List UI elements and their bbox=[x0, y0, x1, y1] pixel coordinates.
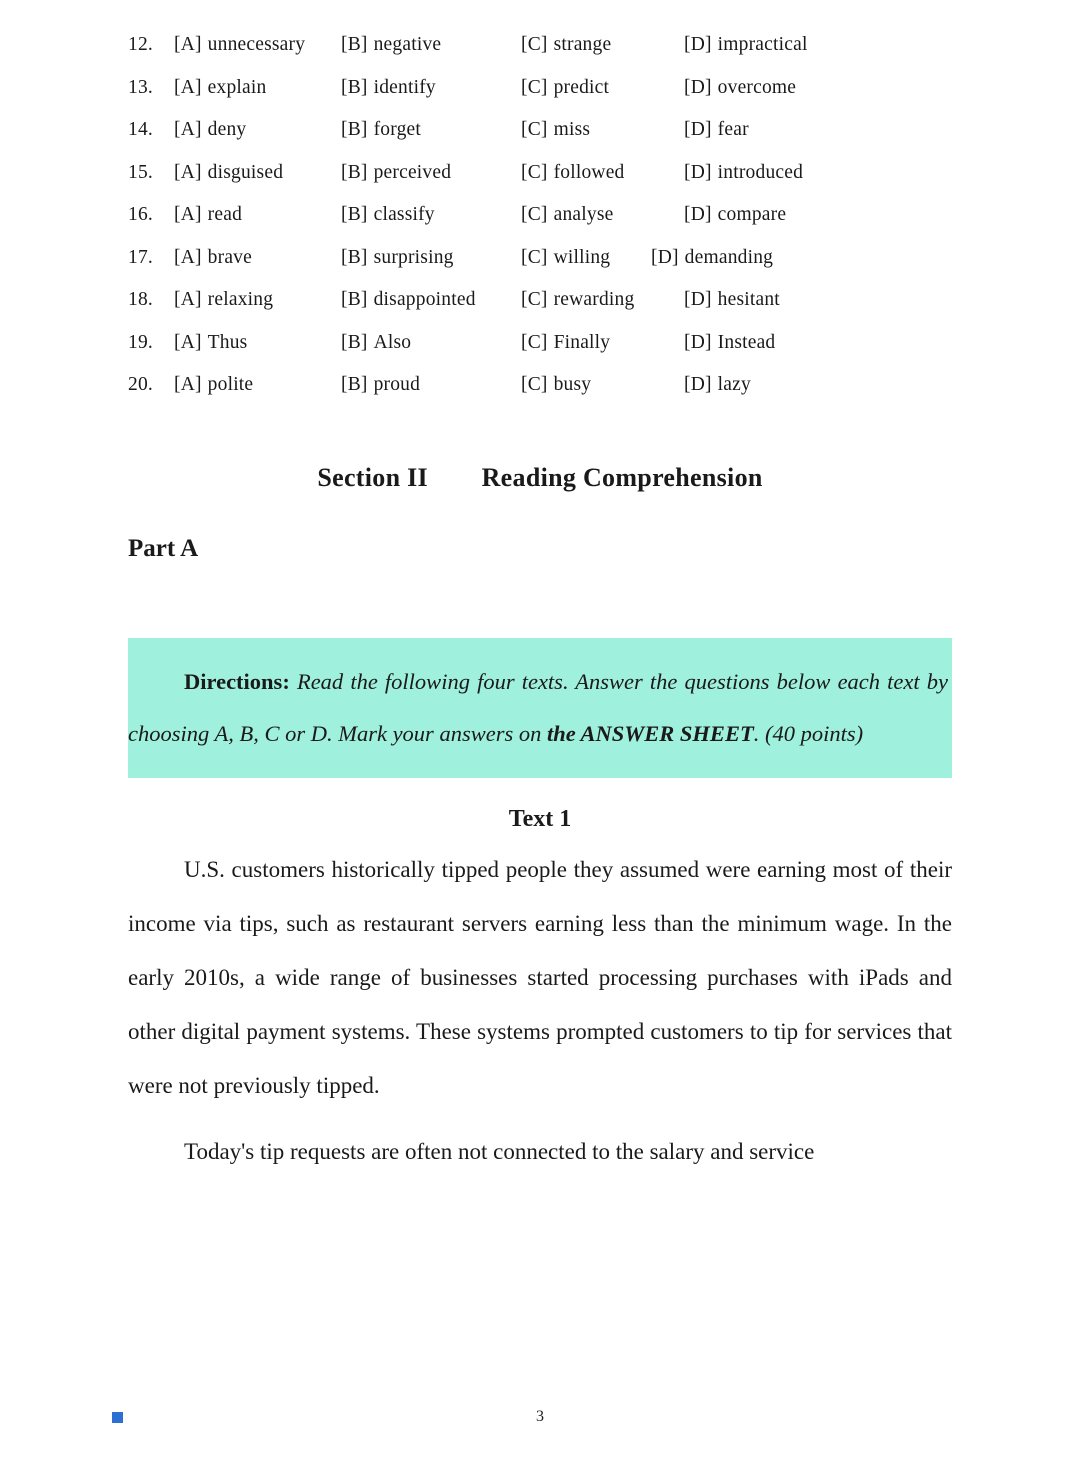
option-d-text: lazy bbox=[717, 374, 751, 395]
question-number: 16. bbox=[128, 204, 153, 225]
option-a bbox=[174, 34, 341, 56]
option-a bbox=[174, 204, 341, 226]
option-b-label: [B] bbox=[341, 246, 368, 268]
part-heading: Part A bbox=[128, 534, 199, 562]
option-d-label: [D] bbox=[684, 119, 712, 140]
option-c-text: busy bbox=[553, 374, 592, 395]
option-c-label: [C] bbox=[521, 331, 548, 353]
option-b-label: [B] bbox=[341, 331, 368, 353]
question-number: 12. bbox=[128, 34, 153, 55]
option-b bbox=[341, 247, 521, 269]
option-d bbox=[684, 119, 749, 141]
option-a bbox=[174, 289, 341, 311]
option-a-label: [A] bbox=[174, 289, 202, 310]
table-row bbox=[128, 247, 952, 290]
option-b-label: [B] bbox=[341, 76, 368, 98]
option-a-label: [A] bbox=[174, 204, 202, 225]
option-b-label: [B] bbox=[341, 34, 368, 55]
option-d-text: Instead bbox=[717, 331, 776, 353]
option-a-label: [A] bbox=[174, 331, 202, 353]
option-c bbox=[521, 77, 684, 99]
option-a-label: [A] bbox=[174, 119, 202, 140]
option-d-label: [D] bbox=[684, 34, 712, 55]
option-c bbox=[521, 247, 651, 269]
option-d-label: [D] bbox=[684, 204, 712, 225]
option-b-text: disappointed bbox=[373, 289, 476, 310]
option-b bbox=[341, 374, 521, 396]
table-row bbox=[128, 162, 952, 205]
page-number: 3 bbox=[536, 1408, 544, 1425]
option-d bbox=[684, 34, 808, 56]
question-number: 15. bbox=[128, 161, 153, 183]
option-c bbox=[521, 289, 684, 311]
option-b-label: [B] bbox=[341, 119, 368, 140]
question-number: 19. bbox=[128, 331, 153, 353]
option-c-label: [C] bbox=[521, 374, 548, 395]
option-d bbox=[684, 289, 780, 311]
option-b-text: proud bbox=[373, 374, 421, 395]
directions-block bbox=[128, 638, 952, 778]
option-d-label: [D] bbox=[684, 76, 712, 98]
option-b bbox=[341, 77, 521, 99]
section-title: Reading Comprehension bbox=[481, 462, 763, 492]
option-b bbox=[341, 162, 521, 184]
option-b bbox=[341, 119, 521, 141]
option-a bbox=[174, 247, 341, 269]
directions-line2: each text by choosing A, B, C or D. Mark your answers on bbox=[128, 668, 949, 746]
option-b-label: [B] bbox=[341, 374, 368, 395]
option-d bbox=[684, 162, 803, 184]
option-c bbox=[521, 204, 684, 226]
section-number: Section II bbox=[317, 462, 428, 492]
option-d bbox=[651, 247, 773, 269]
table-row bbox=[128, 77, 952, 120]
directions-sheet-emphasis: SHEET bbox=[679, 720, 754, 746]
option-c-text: predict bbox=[553, 76, 610, 98]
option-c bbox=[521, 119, 684, 141]
paragraph-body: U.S. customers historically tipped people they assumed were earning most of their income via tips, such as restaurant servers earning less than the minimum wage. In the early 2010s, a wide range of businesses started processing purchases with iPads and other digital payment systems. These systems prompted customers to tip for services that were not previously tipped. bbox=[128, 856, 952, 1098]
option-c bbox=[521, 374, 684, 396]
option-c bbox=[521, 34, 684, 56]
option-d-label: [D] bbox=[684, 161, 712, 183]
text1-title: Text 1 bbox=[508, 805, 572, 832]
paragraph-body: Today's tip requests are often not connected to the salary and service bbox=[184, 1138, 815, 1164]
table-row bbox=[128, 289, 952, 332]
option-c-text: willing bbox=[553, 246, 611, 268]
section-heading bbox=[128, 463, 952, 493]
option-b bbox=[341, 204, 521, 226]
directions-points: . (40 points) bbox=[753, 720, 864, 746]
option-d bbox=[684, 204, 786, 226]
option-c-text: rewarding bbox=[553, 289, 635, 310]
option-a-label: [A] bbox=[174, 34, 202, 55]
table-row bbox=[128, 332, 952, 375]
option-a-text: relaxing bbox=[207, 289, 274, 310]
option-d-text: overcome bbox=[717, 76, 797, 98]
option-a bbox=[174, 374, 341, 396]
option-c-label: [C] bbox=[521, 161, 548, 183]
option-a bbox=[174, 77, 341, 99]
question-number: 20. bbox=[128, 374, 153, 395]
option-d-text: compare bbox=[717, 204, 787, 225]
directions-line1: Read the following four texts. Answer the questions below bbox=[296, 668, 831, 694]
option-d-text: fear bbox=[717, 119, 749, 140]
option-c-text: followed bbox=[553, 161, 625, 183]
option-c-text: miss bbox=[553, 119, 591, 140]
question-number: 18. bbox=[128, 289, 153, 310]
directions-answer-sheet-emphasis: the ANSWER bbox=[546, 720, 675, 746]
option-d-label: [D] bbox=[684, 374, 712, 395]
option-b-label: [B] bbox=[341, 204, 368, 225]
option-c-text: Finally bbox=[553, 331, 611, 353]
option-c-label: [C] bbox=[521, 204, 548, 225]
option-a-text: explain bbox=[207, 76, 267, 98]
option-a-label: [A] bbox=[174, 374, 202, 395]
option-c-text: strange bbox=[553, 34, 612, 55]
option-a-label: [A] bbox=[174, 246, 202, 268]
option-b bbox=[341, 332, 521, 354]
option-d bbox=[684, 77, 796, 99]
option-a-text: disguised bbox=[207, 161, 284, 183]
option-d-text: introduced bbox=[717, 161, 804, 183]
option-c-label: [C] bbox=[521, 34, 548, 55]
option-b bbox=[341, 289, 521, 311]
option-b-text: surprising bbox=[373, 246, 454, 268]
option-c-label: [C] bbox=[521, 289, 548, 310]
option-d-text: impractical bbox=[717, 34, 808, 55]
option-c-text: analyse bbox=[553, 204, 614, 225]
table-row bbox=[128, 119, 952, 162]
option-a-text: unnecessary bbox=[207, 34, 306, 55]
option-a-label: [A] bbox=[174, 161, 202, 183]
option-d-label: [D] bbox=[684, 289, 712, 310]
option-c-label: [C] bbox=[521, 246, 548, 268]
option-b-text: classify bbox=[373, 204, 435, 225]
option-d bbox=[684, 332, 775, 354]
option-d-text: hesitant bbox=[717, 289, 780, 310]
option-a-text: deny bbox=[207, 119, 247, 140]
option-c-label: [C] bbox=[521, 119, 548, 140]
option-d-label: [D] bbox=[684, 331, 712, 353]
directions-label: Directions: bbox=[184, 668, 290, 694]
option-d-text: demanding bbox=[684, 246, 774, 268]
option-d bbox=[684, 374, 751, 396]
question-number: 17. bbox=[128, 246, 153, 268]
option-a bbox=[174, 332, 341, 354]
option-a-text: Thus bbox=[207, 331, 248, 353]
text1-paragraph-1 bbox=[128, 843, 952, 1113]
option-b-text: forget bbox=[373, 119, 422, 140]
option-c bbox=[521, 162, 684, 184]
text1-paragraph-2 bbox=[128, 1125, 952, 1179]
option-a-text: polite bbox=[207, 374, 254, 395]
table-row bbox=[128, 34, 952, 77]
question-number: 14. bbox=[128, 119, 153, 140]
option-b-label: [B] bbox=[341, 289, 368, 310]
option-a bbox=[174, 162, 341, 184]
page-footer bbox=[0, 1408, 1080, 1428]
option-a-label: [A] bbox=[174, 76, 202, 98]
option-b-text: negative bbox=[373, 34, 442, 55]
question-number: 13. bbox=[128, 76, 153, 98]
table-row bbox=[128, 204, 952, 247]
option-b bbox=[341, 34, 521, 56]
option-b-label: [B] bbox=[341, 161, 368, 183]
option-c bbox=[521, 332, 684, 354]
option-b-text: identify bbox=[373, 76, 436, 98]
option-b-text: perceived bbox=[373, 161, 452, 183]
option-c-label: [C] bbox=[521, 76, 548, 98]
option-a-text: read bbox=[207, 204, 243, 225]
option-d-label: [D] bbox=[651, 246, 679, 268]
table-row bbox=[128, 374, 952, 417]
option-a-text: brave bbox=[207, 246, 252, 268]
option-a bbox=[174, 119, 341, 141]
option-b-text: Also bbox=[373, 331, 412, 353]
cloze-question-list bbox=[128, 34, 952, 417]
